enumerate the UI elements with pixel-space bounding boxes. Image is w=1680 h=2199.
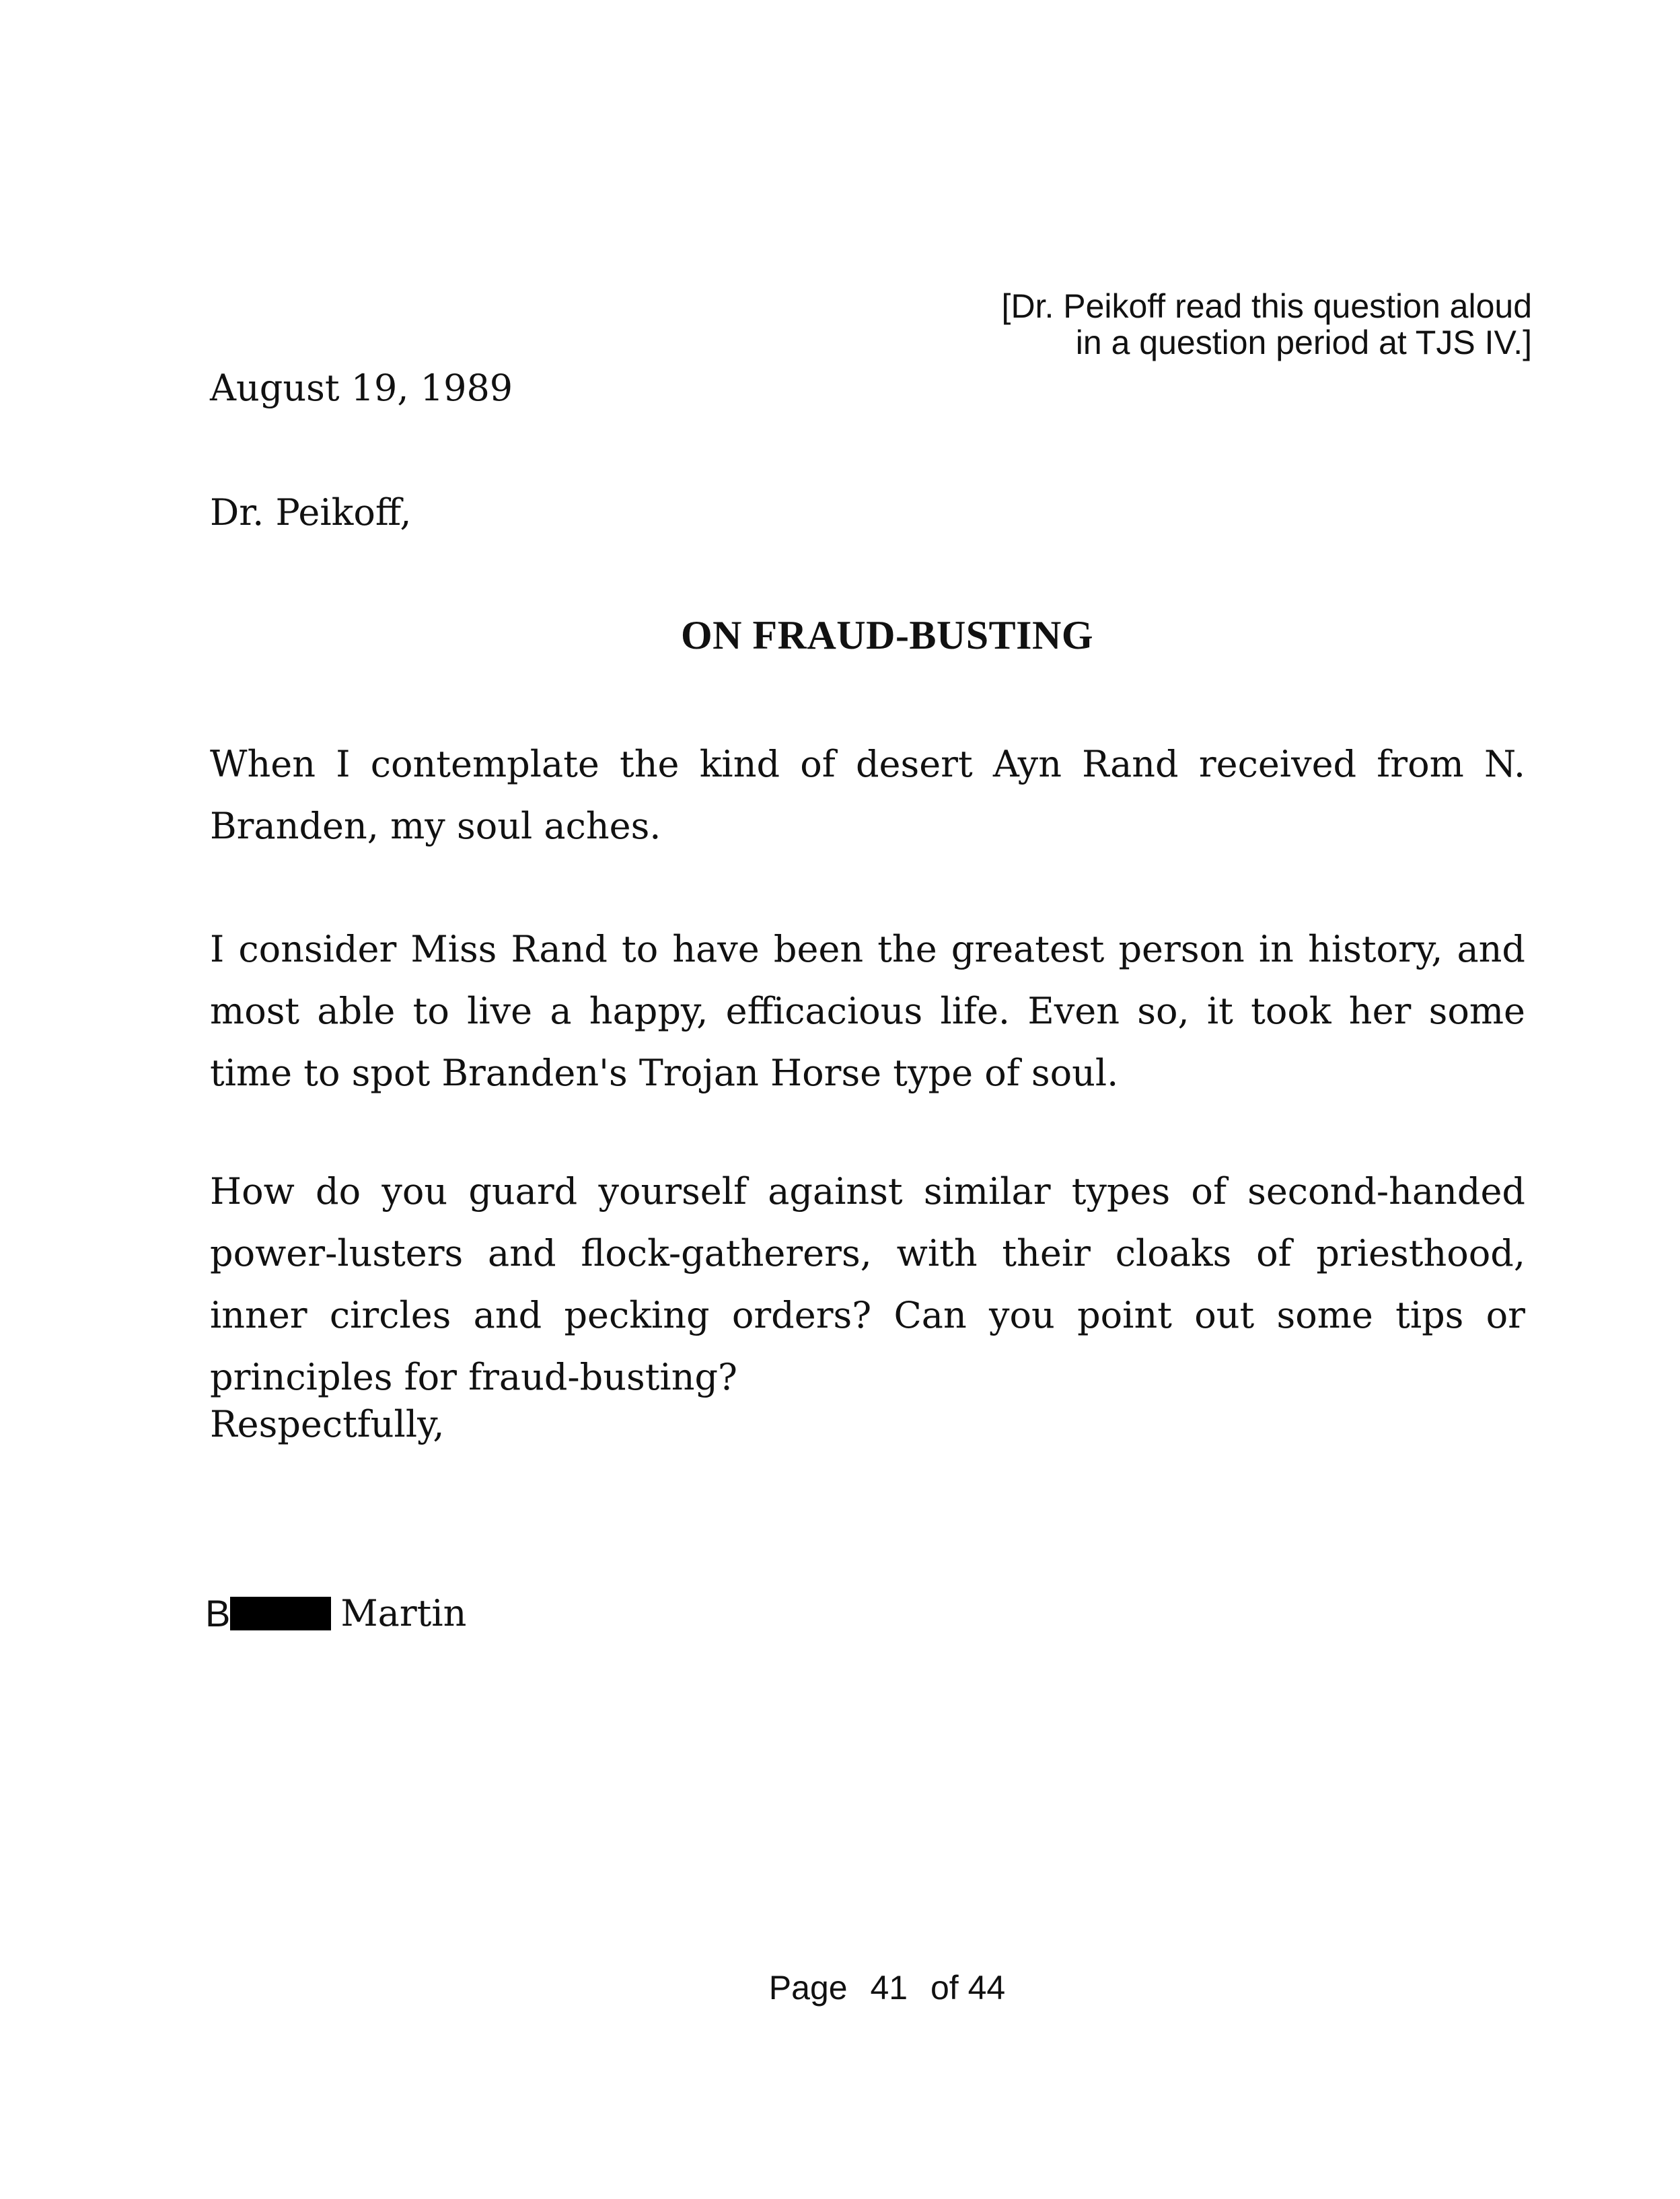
editorial-note-line-2: in a question period at TJS IV.] xyxy=(1075,324,1532,361)
page-label: Page xyxy=(768,1969,848,2007)
paragraph-3: How do you guard yourself against similar types of second-handed power-lusters and flock-gatherers, with their cloaks of priesthood, inner circles and pecking orders? Can you point out some tips or principles for fraud-busting? xyxy=(210,1170,1525,1398)
letter-salutation: Dr. Peikoff, xyxy=(210,491,412,534)
paragraph-2: I consider Miss Rand to have been the greatest person in history, and most able to live a happy, efficacious life. Even so, it took her some time to spot Branden's Trojan Horse type of soul. xyxy=(210,928,1525,1094)
editorial-note xyxy=(792,288,1532,361)
paragraph-1: When I contemplate the kind of desert Ayn Rand received from N. Branden, my soul aches. xyxy=(210,743,1525,847)
signature-initial: B xyxy=(205,1592,231,1634)
page-footer xyxy=(0,1968,1680,2007)
editorial-note-line-1: [Dr. Peikoff read this question aloud xyxy=(1001,287,1532,325)
page-total: of 44 xyxy=(930,1969,1006,2007)
redaction-bar xyxy=(230,1597,331,1630)
letter-date: August 19, 1989 xyxy=(210,367,513,409)
page-number: 41 xyxy=(870,1969,908,2007)
signature-surname: Martin xyxy=(340,1592,467,1634)
letter-title: ON FRAUD-BUSTING xyxy=(680,613,1094,657)
signature xyxy=(205,1591,466,1635)
letter-closing: Respectfully, xyxy=(210,1403,445,1445)
